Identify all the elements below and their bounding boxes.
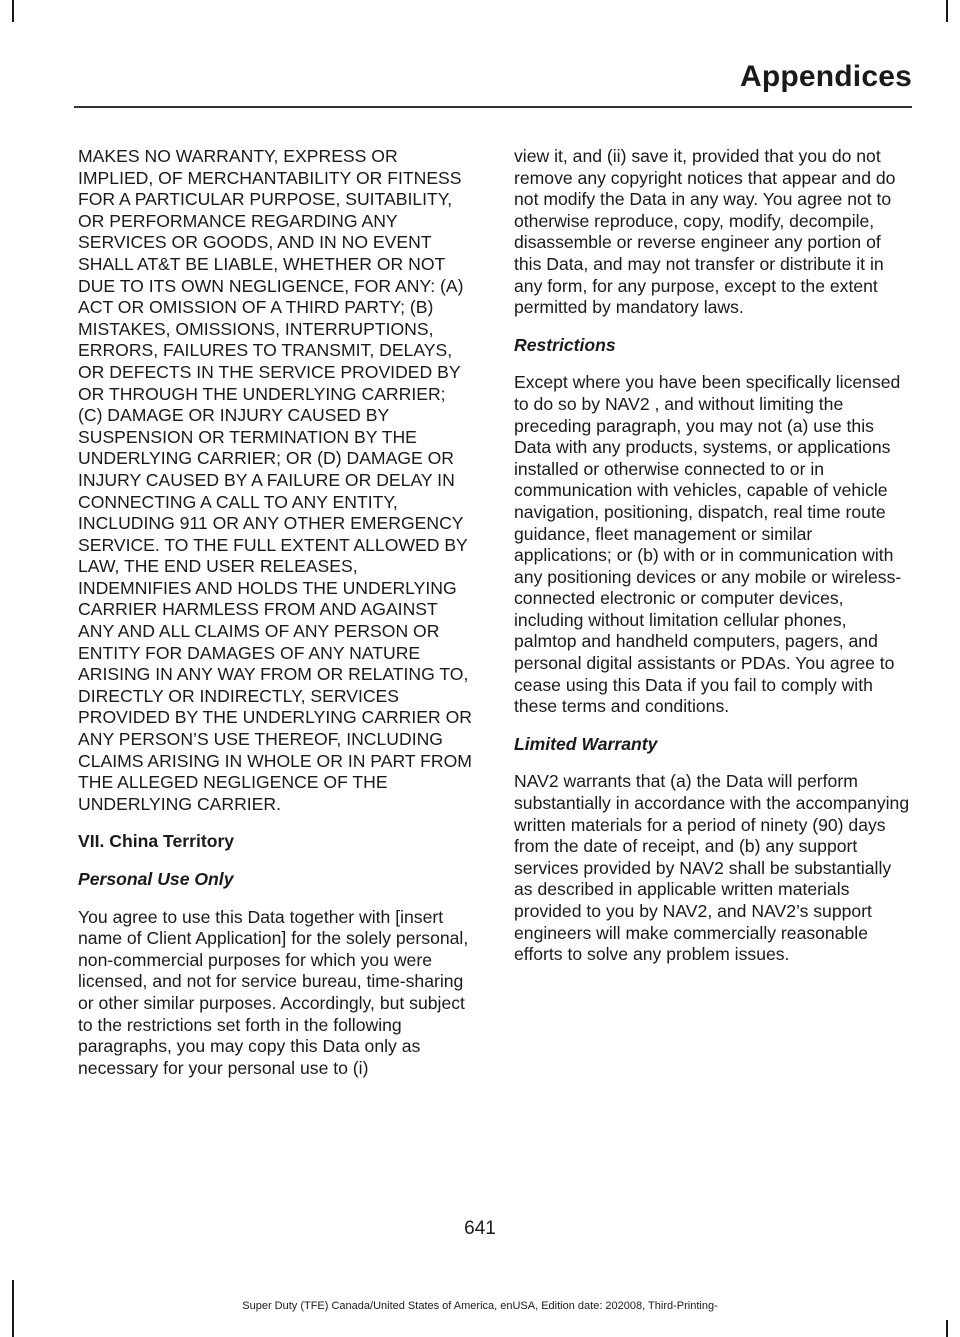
right-column (514, 146, 910, 982)
copy-terms-paragraph: view it, and (ii) save it, provided that you do not remove any copyright notices that appear and do not modify the Data in any way. You agree not to otherwise reproduce, copy, modify, decompile, disassemble or reverse engineer any portion of this Data, and may not transfer or distribute it in any form, for any purpose, except to the extent permitted by mandatory laws. (514, 146, 896, 318)
personal-use-subheading: Personal Use Only (78, 869, 234, 889)
warranty-disclaimer-paragraph: MAKES NO WARRANTY, EXPRESS OR IMPLIED, OF MERCHANTABILITY OR FITNESS FOR A PARTICULAR PURPOSE, SUITABILITY, OR PERFORMANCE REGARDING ANY SERVICES OR GOODS, AND IN NO EVENT SHALL AT&T BE LIABLE, WHETHER OR NOT DUE TO ITS OWN NEGLIGENCE, FOR ANY: (A) ACT OR OMISSION OF A THIRD PARTY; (B) MISTAKES, OMISSIONS, INTERRUPTIONS, ERRORS, FAILURES TO TRANSMIT, DELAYS, OR DEFECTS IN THE SERVICE PROVIDED BY OR THROUGH THE UNDERLYING CARRIER; (C) DAMAGE OR INJURY CAUSED BY SUSPENSION OR TERMINATION BY THE UNDERLYING CARRIER; OR (D) DAMAGE OR INJURY CAUSED BY A FAILURE OR DELAY IN CONNECTING A CALL TO ANY ENTITY, INCLUDING 911 OR ANY OTHER EMERGENCY SERVICE. TO THE FULL EXTENT ALLOWED BY LAW, THE END USER RELEASES, INDEMNIFIES AND HOLDS THE UNDERLYING CARRIER HARMLESS FROM AND AGAINST ANY AND ALL CLAIMS OF ANY PERSON OR ENTITY FOR DAMAGES OF ANY NATURE ARISING IN ANY WAY FROM OR RELATING TO, DIRECTLY OR INDIRECTLY, SERVICES PROVIDED BY THE UNDERLYING CARRIER OR ANY PERSON’S USE THEREOF, INCLUDING CLAIMS ARISING IN WHOLE OR IN PART FROM THE ALLEGED NEGLIGENCE OF THE UNDERLYING CARRIER. (78, 146, 472, 814)
page-section-title: Appendices (739, 60, 912, 93)
page-number: 641 (464, 1218, 496, 1239)
left-column (78, 146, 474, 1095)
restrictions-subheading: Restrictions (514, 334, 616, 355)
personal-use-paragraph: You agree to use this Data together with [insert name of Client Application] for the solely personal, non-commercial purposes for which you were licensed, and not for service bureau, time-sharing or other similar purposes. Accordingly, but subject to the restrictions set forth in the following paragraphs, you may copy this Data only as necessary for your personal use to (i) (78, 906, 469, 1078)
limited-warranty-subheading: Limited Warranty (514, 733, 658, 754)
crop-mark-bottom-right (946, 1320, 948, 1337)
edition-footer: Super Duty (TFE) Canada/United States of America, enUSA, Edition date: 202008, Third-Printing- (242, 1300, 718, 1312)
header-divider (74, 106, 912, 108)
restrictions-paragraph: Except where you have been specifically licensed to do so by NAV2 , and without limiting the preceding paragraph, you may not (a) use this Data with any products, systems, or applications installed or otherwise connected to or in communication with vehicles, capable of vehicle navigation, positioning, dispatch, real time route guidance, fleet management or similar applications; or (b) with or in communication with any positioning devices or any mobile or wireless-connected electronic or computer devices, including without limitation cellular phones, palmtop and handheld computers, pagers, and personal digital assistants or PDAs. You agree to cease using this Data if you fail to comply with these terms and conditions. (514, 372, 902, 717)
crop-mark-top-right (946, 0, 948, 22)
limited-warranty-paragraph: NAV2 warrants that (a) the Data will perform substantially in accordance with the accompanying written materials for a period of ninety (90) days from the date of receipt, and (b) any support services provided by NAV2 shall be substantially as described in applicable written materials provided to you by NAV2, and NAV2’s support engineers will make commercially reasonable efforts to solve any problem issues. (514, 771, 910, 965)
crop-mark-top-left (12, 0, 14, 22)
china-territory-heading: VII. China Territory (78, 831, 235, 852)
